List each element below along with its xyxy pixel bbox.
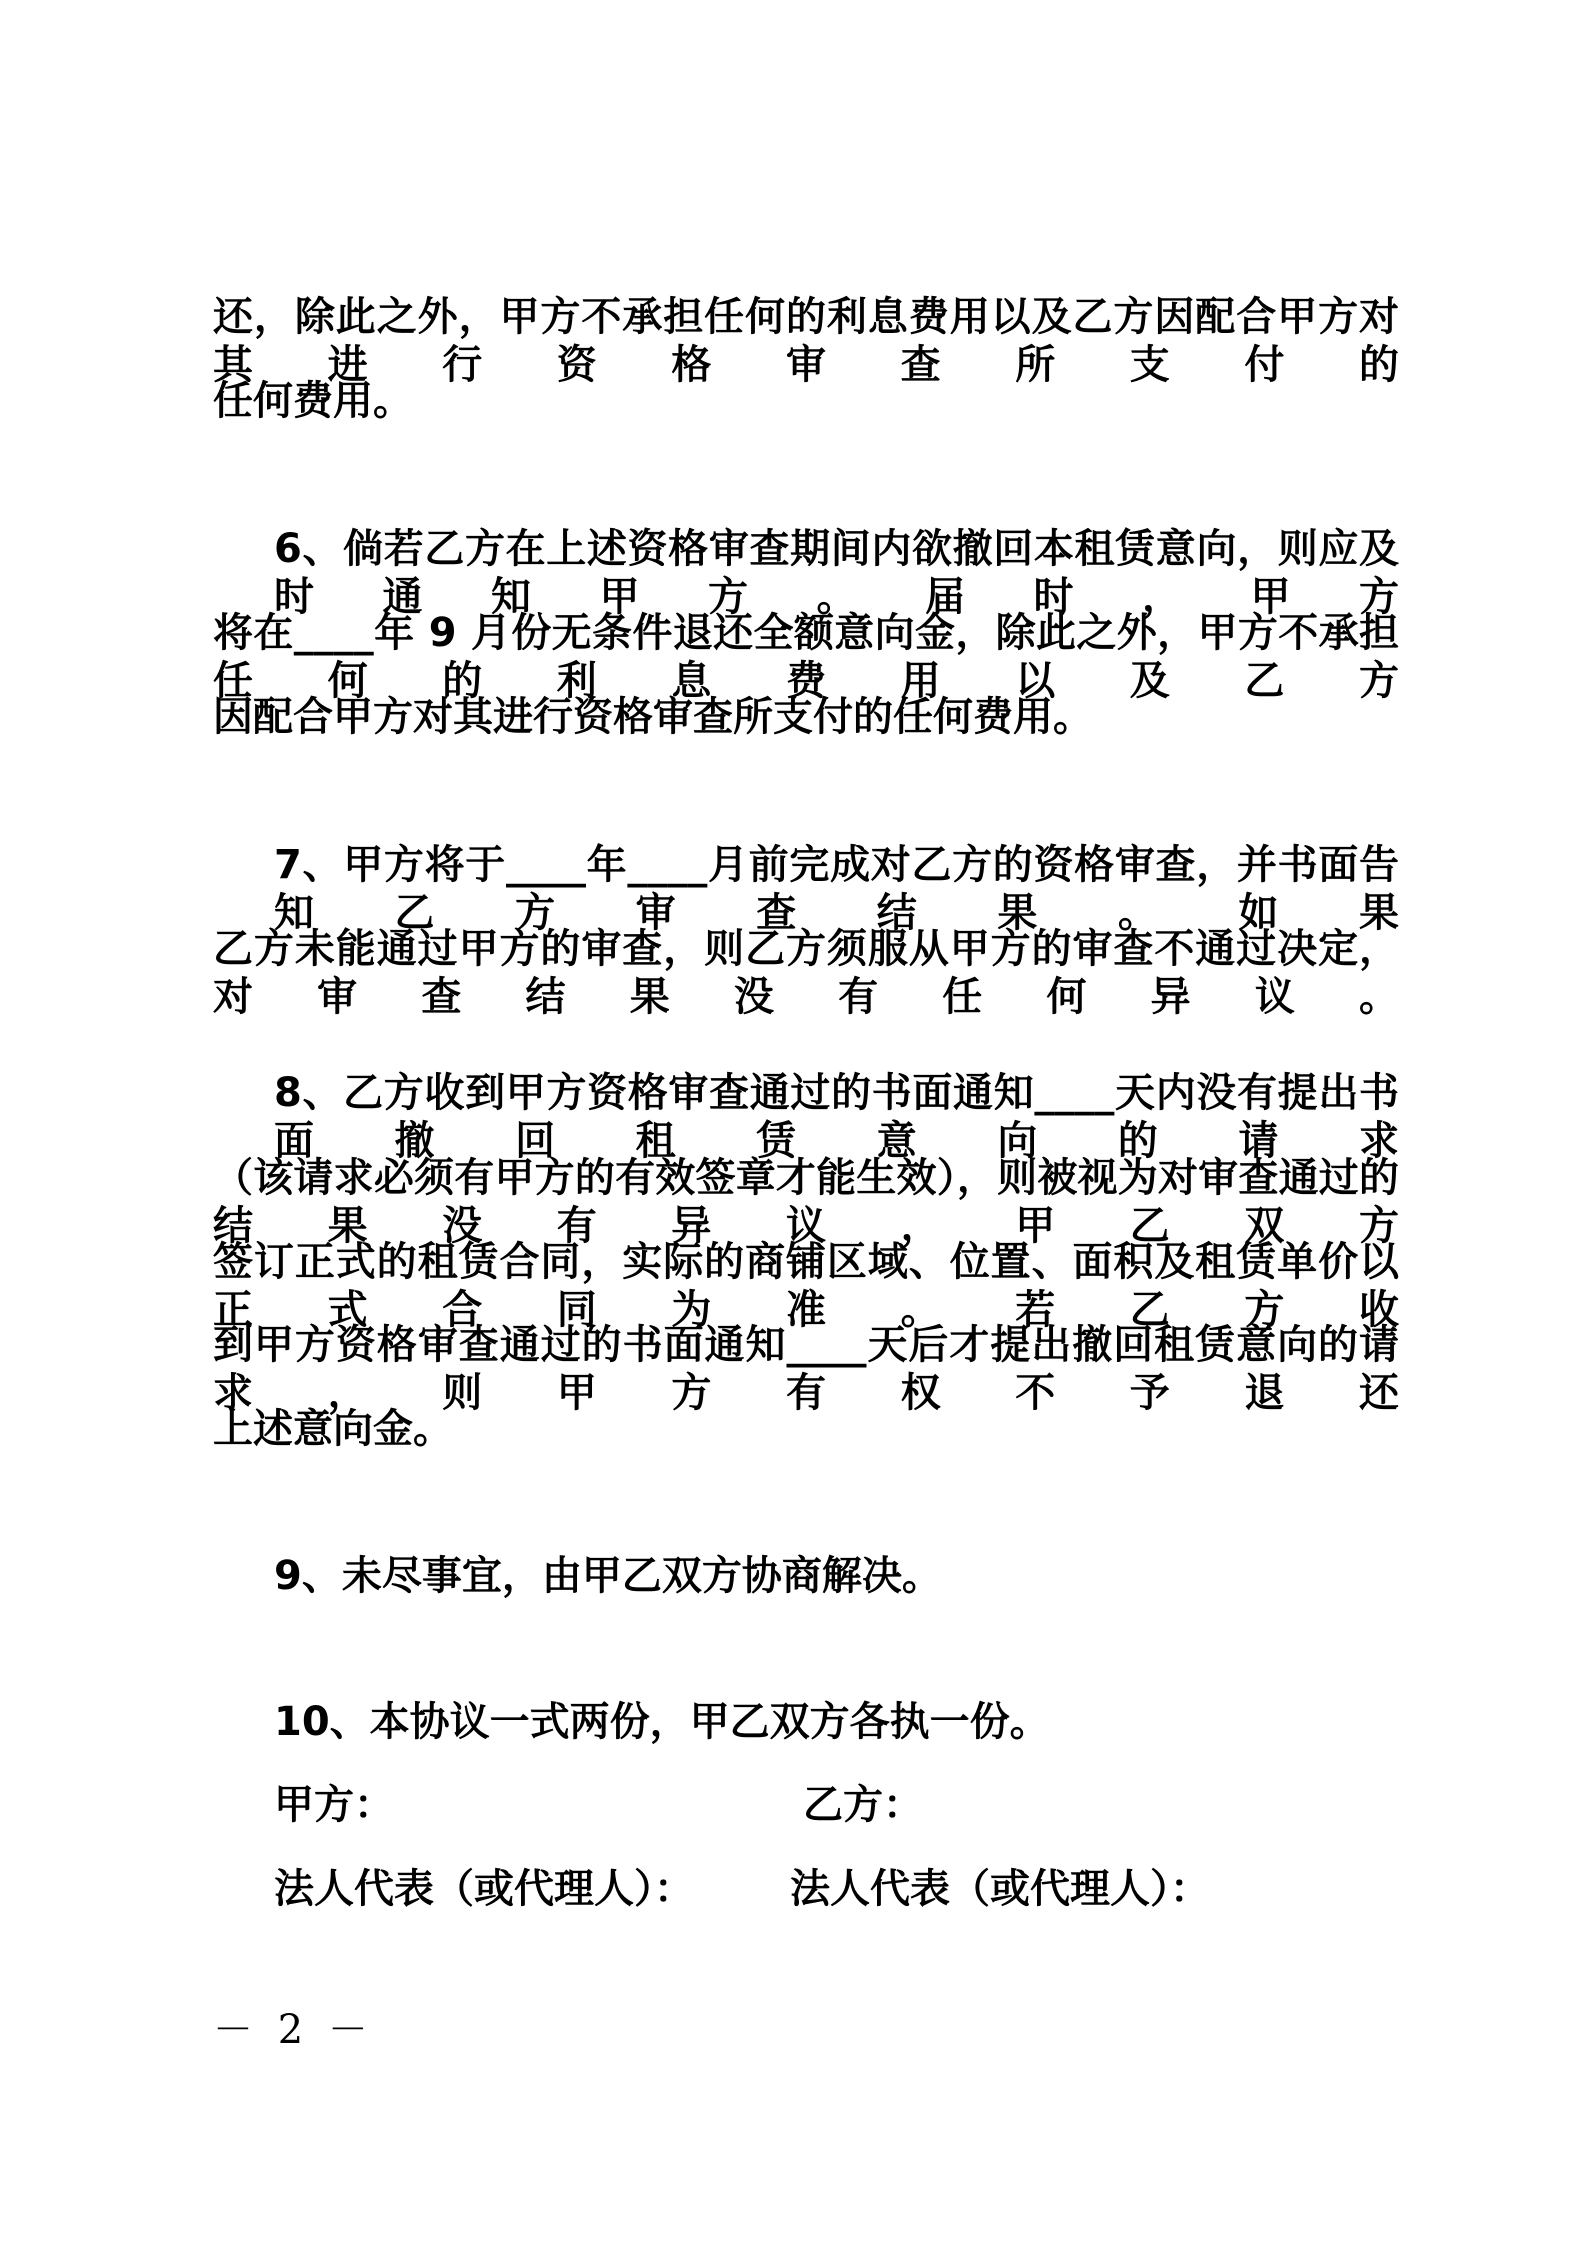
party-b-label: 乙方： <box>803 1782 923 1828</box>
text-line: （该请求必须有甲方的有效签章才能生效），则被视为对审查通过的结果没有异议，甲乙双方 <box>213 1155 1399 1249</box>
text-line: 上述意向金。 <box>213 1406 453 1452</box>
text-line: 10、本协议一式两份，甲乙双方各执一份。 <box>274 1699 1050 1745</box>
party-a-representative-label: 法人代表（或代理人）： <box>274 1866 694 1912</box>
text-line: 6、倘若乙方在上述资格审查期间内欲撤回本租赁意向，则应及时通知甲方。届时，甲方 <box>274 526 1399 620</box>
text-line: 还，除此之外，甲方不承担任何的利息费用以及乙方因配合甲方对其进行资格审查所支付的 <box>213 294 1399 388</box>
text-line: 将在____年 9 月份无条件退还全额意向金，除此之外，甲方不承担任何的利息费用以及乙方 <box>213 610 1399 704</box>
text-line: 到甲方资格审查通过的书面通知____天后才提出撤回租赁意向的请求，则甲方有权不予退还 <box>213 1322 1399 1416</box>
text-line: 乙方未能通过甲方的审查，则乙方须服从甲方的审查不通过决定，对审查结果没有任何异议。 <box>213 926 1399 1020</box>
party-b-representative-label: 法人代表（或代理人）： <box>790 1866 1210 1912</box>
text-line: 签订正式的租赁合同，实际的商铺区域、位置、面积及租赁单价以正式合同为准。若乙方收 <box>213 1239 1399 1333</box>
text-line: 7、甲方将于____年____月前完成对乙方的资格审查，并书面告知乙方审查结果。如果 <box>274 842 1399 936</box>
text-line: 因配合甲方对其进行资格审查所支付的任何费用。 <box>213 694 1093 740</box>
text-line: 9、未尽事宜，由甲乙双方协商解决。 <box>274 1553 942 1599</box>
party-a-label: 甲方： <box>274 1782 394 1828</box>
text-line: 任何费用。 <box>213 378 413 424</box>
text-line: 8、乙方收到甲方资格审查通过的书面通知____天内没有提出书面撤回租赁意向的请求 <box>274 1070 1399 1164</box>
page-number: － 2 － <box>213 2007 374 2053</box>
